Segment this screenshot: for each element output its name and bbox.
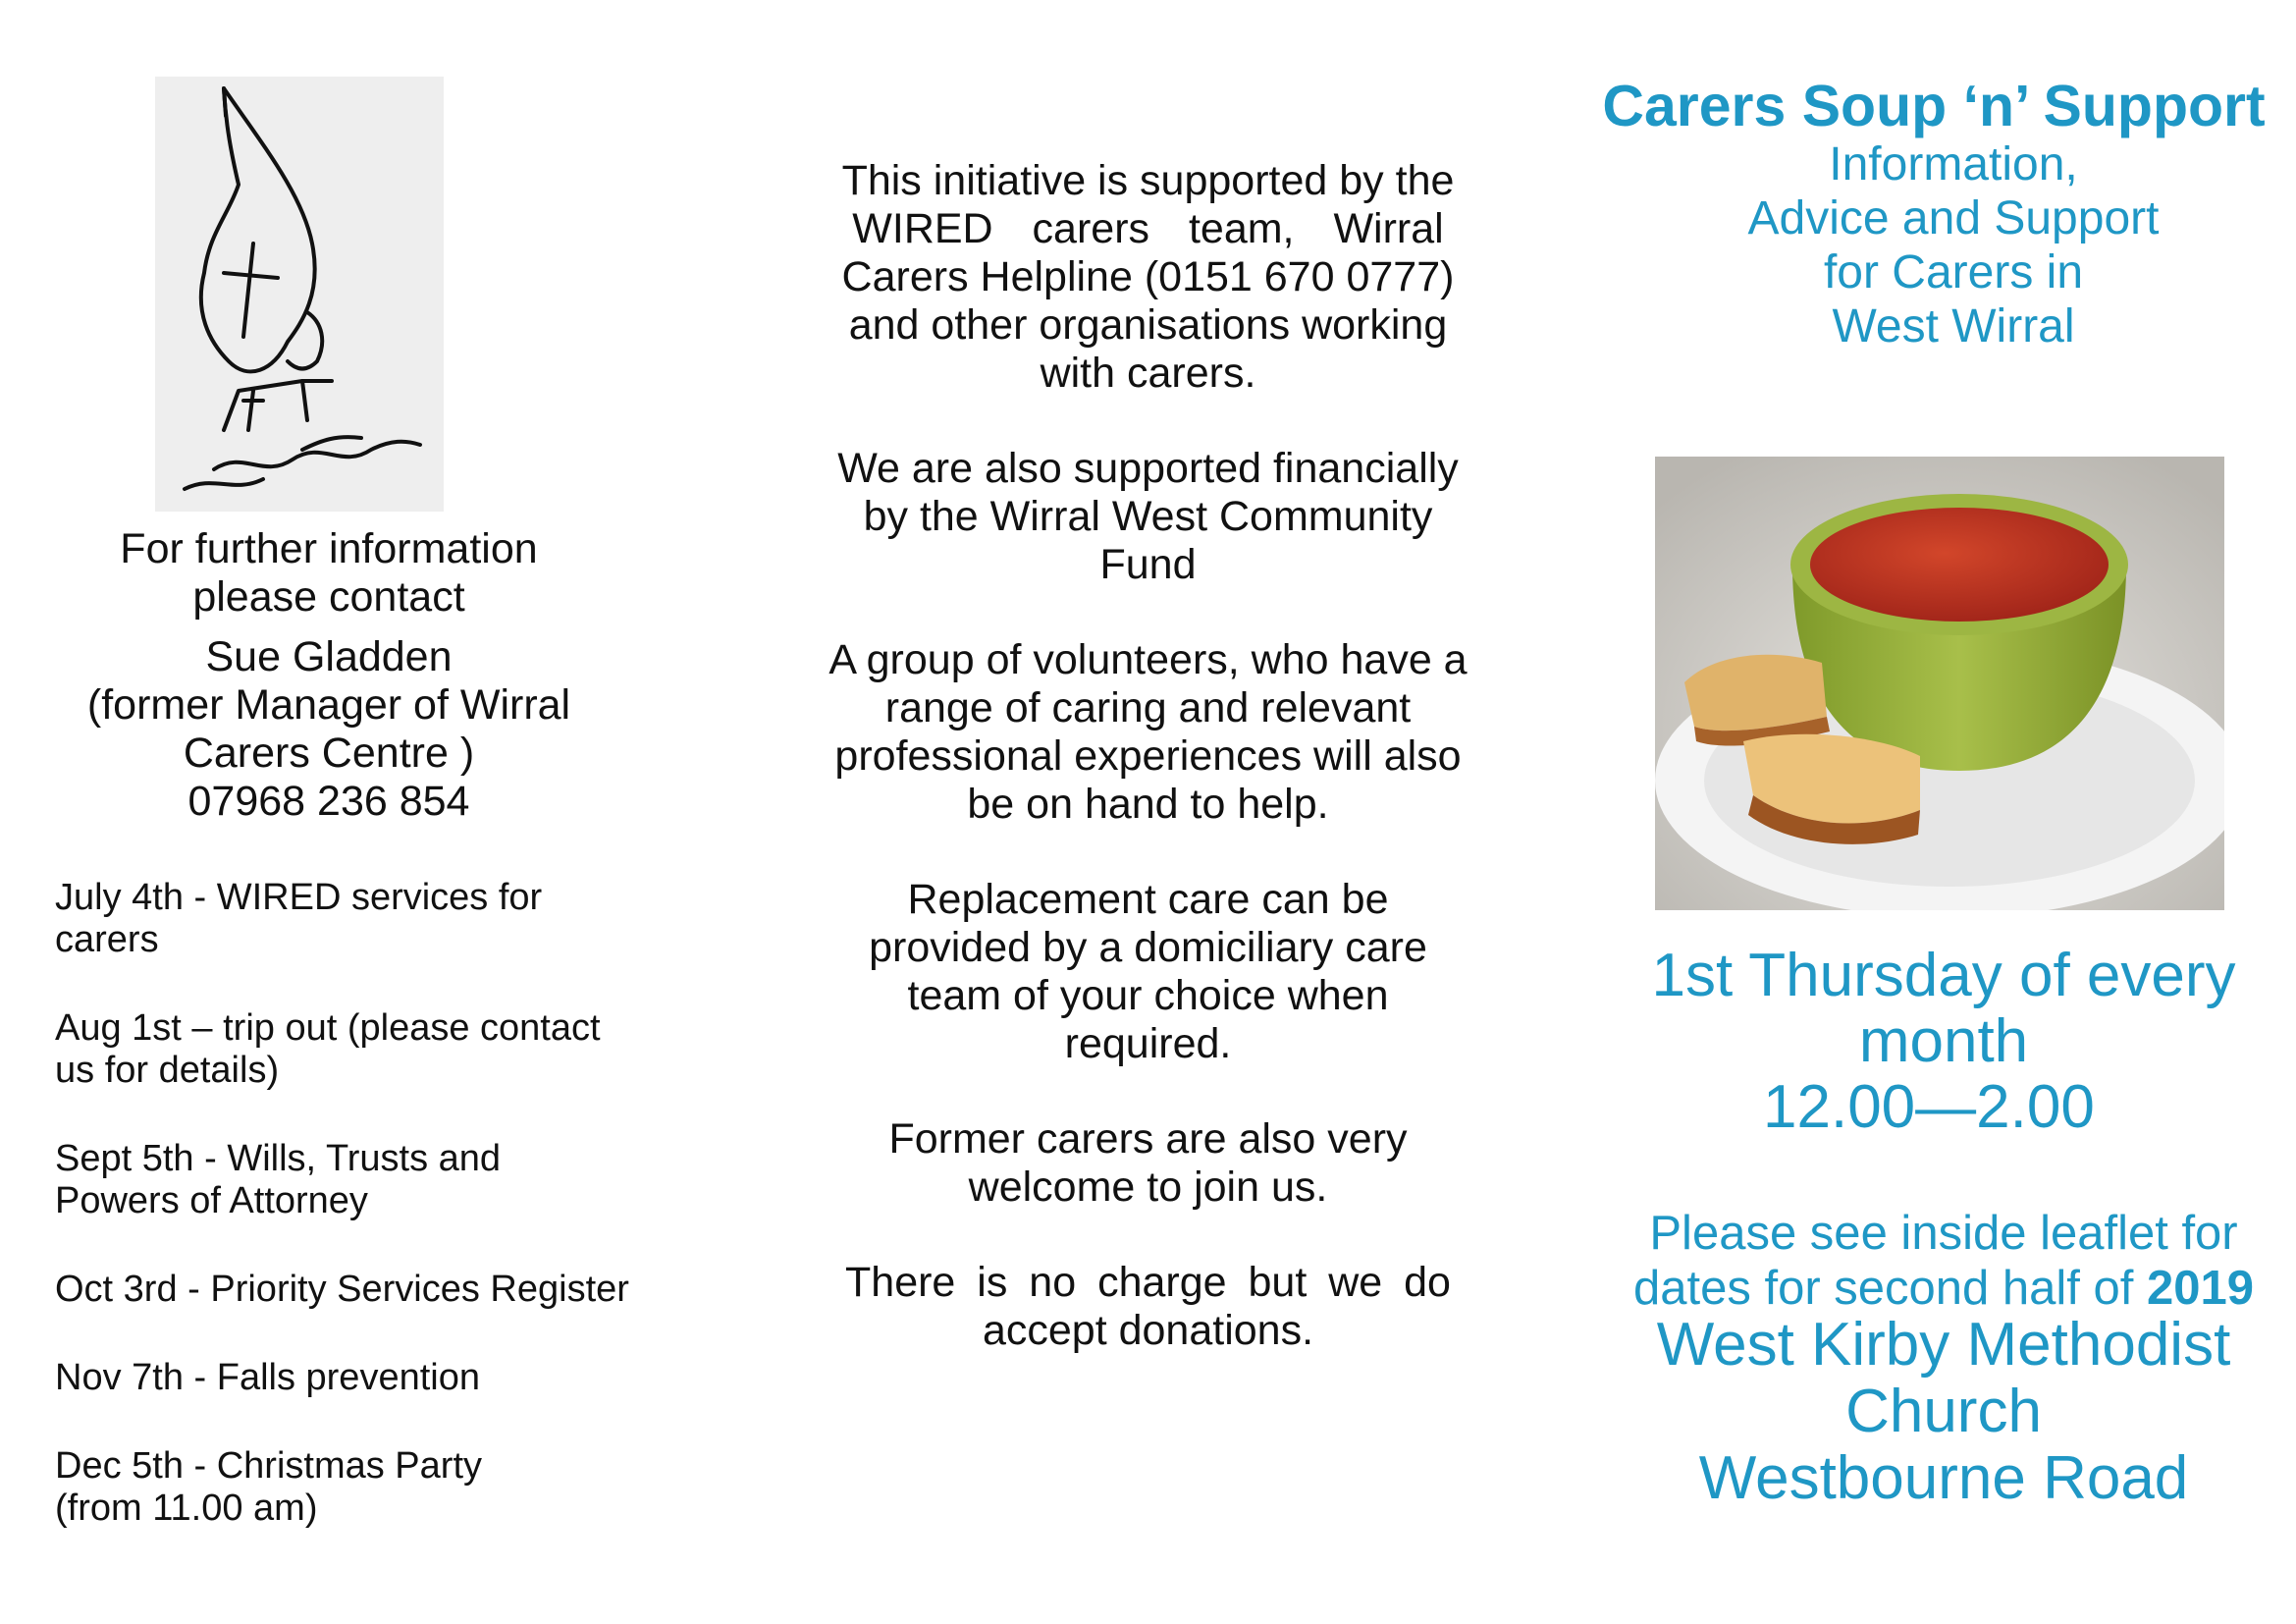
schedule-item bbox=[55, 1357, 664, 1399]
note-text: dates for second half of bbox=[1632, 1262, 2147, 1315]
venue-line: Westbourne Road bbox=[1698, 1444, 2189, 1512]
schedule-line: Aug 1st – trip out (please contact bbox=[55, 1007, 601, 1049]
schedule-line: Powers of Attorney bbox=[55, 1180, 368, 1221]
support-info bbox=[807, 157, 1489, 1402]
schedule-item bbox=[55, 1269, 664, 1311]
schedule-line: July 4th - WIRED services for bbox=[55, 877, 543, 918]
text-line: Fund bbox=[1099, 541, 1197, 588]
subtitle-line: Information, bbox=[1829, 138, 2078, 190]
schedule-line: us for details) bbox=[55, 1050, 280, 1091]
text-line: welcome to join us. bbox=[968, 1164, 1328, 1211]
contact-name: Sue Gladden bbox=[205, 633, 453, 680]
subtitle-line: Advice and Support bbox=[1747, 192, 2160, 244]
venue bbox=[1610, 1312, 2277, 1512]
text-line: We are also supported financially bbox=[837, 445, 1459, 492]
meeting-frequency bbox=[1620, 943, 2268, 1074]
text-line: with carers. bbox=[1040, 350, 1256, 397]
leaflet-subtitle bbox=[1571, 137, 2296, 353]
text-line: be on hand to help. bbox=[967, 781, 1329, 828]
schedule-item bbox=[55, 1445, 664, 1530]
sailing-boat-cross-icon bbox=[155, 77, 444, 512]
text-line: provided by a domiciliary care bbox=[869, 924, 1427, 971]
note-line bbox=[1600, 1261, 2287, 1316]
note-line: Please see inside leaflet for bbox=[1649, 1207, 2238, 1260]
schedule-line: Nov 7th - Falls prevention bbox=[55, 1357, 480, 1398]
text-line: range of caring and relevant bbox=[884, 684, 1412, 731]
text-line: Former carers are also very bbox=[888, 1115, 1408, 1163]
dates-note bbox=[1600, 1206, 2287, 1316]
text-line: There is no charge but we do bbox=[845, 1259, 1451, 1306]
contact-role-line: Carers Centre ) bbox=[183, 730, 475, 777]
schedule-item bbox=[55, 1138, 664, 1222]
contact-intro-line: please contact bbox=[192, 573, 465, 621]
meeting-time: 12.00—2.00 bbox=[1763, 1073, 2095, 1141]
soup-bowl-icon bbox=[1655, 457, 2224, 910]
text-line: Carers Helpline (0151 670 0777) bbox=[841, 253, 1455, 300]
leaflet-title: Carers Soup ‘n’ Support bbox=[1602, 74, 2266, 138]
venue-line: West Kirby Methodist bbox=[1656, 1311, 2231, 1379]
event-schedule bbox=[55, 877, 664, 1576]
schedule-line: Dec 5th - Christmas Party bbox=[55, 1445, 482, 1487]
text-line: required. bbox=[1064, 1020, 1232, 1067]
funding-paragraph bbox=[807, 445, 1489, 589]
schedule-line: (from 11.00 am) bbox=[55, 1488, 318, 1529]
replacement-care-paragraph bbox=[807, 876, 1489, 1068]
text-line: accept donations. bbox=[982, 1307, 1314, 1354]
schedule-item bbox=[55, 877, 664, 961]
contact-block bbox=[39, 525, 618, 826]
frequency-line: month bbox=[1858, 1007, 2029, 1075]
text-line: by the Wirral West Community bbox=[863, 493, 1433, 540]
contact-intro-line: For further information bbox=[120, 525, 538, 572]
contact-role-line: (former Manager of Wirral bbox=[86, 681, 571, 729]
frequency-line: 1st Thursday of every bbox=[1651, 942, 2236, 1009]
text-line: This initiative is supported by the bbox=[841, 157, 1455, 204]
text-line: and other organisations working bbox=[848, 301, 1448, 349]
volunteers-paragraph bbox=[807, 636, 1489, 829]
text-line: Replacement care can be bbox=[907, 876, 1389, 923]
support-paragraph bbox=[807, 157, 1489, 398]
note-year: 2019 bbox=[2146, 1262, 2254, 1315]
church-logo bbox=[155, 77, 444, 512]
contact-phone: 07968 236 854 bbox=[187, 778, 470, 825]
schedule-line: Oct 3rd - Priority Services Register bbox=[55, 1269, 629, 1310]
subtitle-line: West Wirral bbox=[1832, 300, 2075, 352]
former-carers-paragraph bbox=[807, 1115, 1489, 1212]
text-line: WIRED carers team, Wirral bbox=[852, 205, 1444, 252]
venue-line: Church bbox=[1845, 1378, 2042, 1445]
donations-paragraph bbox=[807, 1259, 1489, 1355]
subtitle-line: for Carers in bbox=[1823, 246, 2084, 298]
schedule-line: carers bbox=[55, 919, 159, 960]
soup-photo bbox=[1655, 457, 2224, 910]
text-line: professional experiences will also bbox=[834, 732, 1462, 780]
schedule-item bbox=[55, 1007, 664, 1092]
schedule-line: Sept 5th - Wills, Trusts and bbox=[55, 1138, 502, 1179]
text-line: team of your choice when bbox=[907, 972, 1389, 1019]
text-line: A group of volunteers, who have a bbox=[828, 636, 1468, 683]
